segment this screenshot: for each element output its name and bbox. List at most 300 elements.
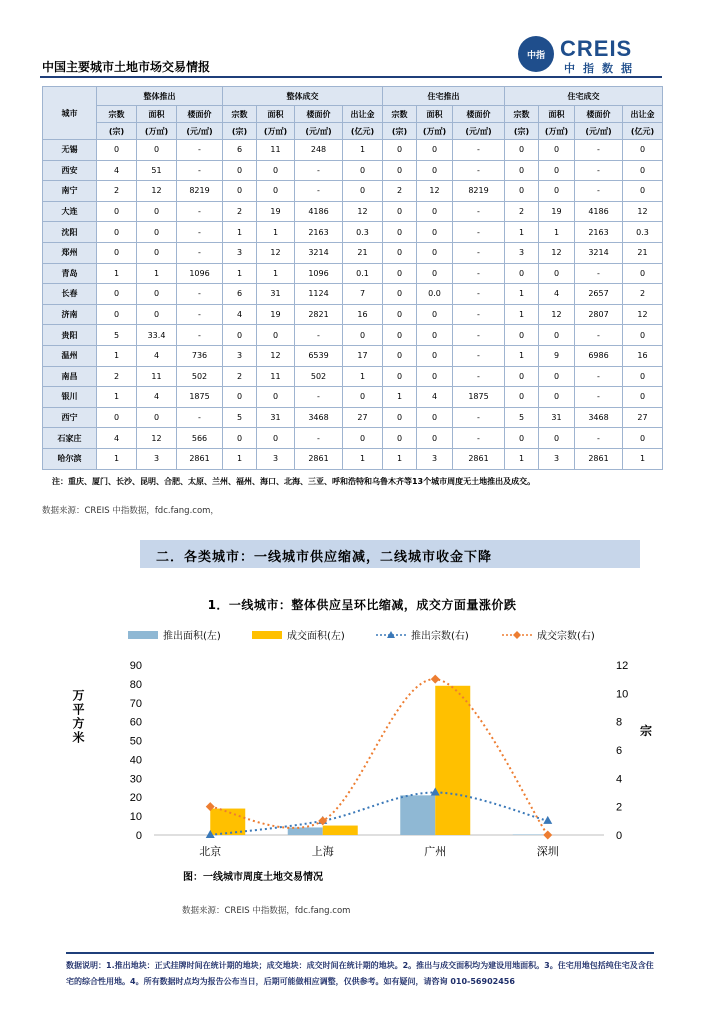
table-cell: 33.4 [137,325,177,346]
column-header: 楼面价 [295,106,343,123]
table-cell: - [177,222,223,243]
table-cell: 0 [223,160,257,181]
table-cell: 0 [505,160,539,181]
table-cell: 0 [505,325,539,346]
table-cell: 0 [383,201,417,222]
column-unit: (元/㎡) [453,123,505,140]
table-cell: - [453,304,505,325]
column-unit: (万㎡) [539,123,575,140]
legend-label: 成交面积(左) [287,631,345,642]
table-cell: 0 [257,181,295,202]
table-cell: 0 [383,140,417,161]
table-cell: 2 [97,181,137,202]
footer-divider [66,952,654,954]
table-cell: 7 [343,284,383,305]
table-cell: - [453,201,505,222]
table-cell: - [575,428,623,449]
table-cell: 0 [137,284,177,305]
table-cell: 6986 [575,345,623,366]
table-cell: 3468 [295,407,343,428]
table-cell: 0 [383,428,417,449]
table-cell: - [295,387,343,408]
table-cell: 0 [417,222,453,243]
footer-notes: 数据说明：1.推出地块：正式挂牌时间在统计期的地块；成交地块：成交时间在统计期的地块。2。推出与成交面积均为建设用地面积。3。住宅用地包括纯住宅及含住宅的综合性用地。4。所有数据时点均为报告公布当日，后期可能做相应调整，仅供参考。如有疑问，请咨询 010-56902456 [66,961,654,986]
column-unit: (元/㎡) [177,123,223,140]
table-cell: 0 [505,428,539,449]
city-cell: 沈阳 [43,222,97,243]
city-cell: 贵阳 [43,325,97,346]
group-header: 整体推出 [97,87,223,106]
table-cell: 0 [383,304,417,325]
table-cell: 0 [417,407,453,428]
table-cell: 3 [223,345,257,366]
city-cell: 无锡 [43,140,97,161]
table-cell: 31 [539,407,575,428]
table-cell: 2 [383,181,417,202]
table-cell: 1 [539,222,575,243]
chart-source: 数据来源：CREIS 中指数据，fdc.fang.com [182,906,351,916]
column-header: 宗数 [505,106,539,123]
table-cell: 6 [223,284,257,305]
table-cell: 0 [505,263,539,284]
column-unit: (万㎡) [417,123,453,140]
table-cell: 2163 [575,222,623,243]
header-divider [40,76,662,78]
table-cell: 0.3 [343,222,383,243]
legend-swatch [252,631,282,639]
table-cell: - [177,140,223,161]
table-cell: - [177,284,223,305]
table-cell: 0 [97,242,137,263]
group-header: 住宅成交 [505,87,663,106]
legend-item-launch-count [376,627,469,642]
bar-广州-1 [435,686,470,835]
column-unit: (万㎡) [137,123,177,140]
column-unit: (万㎡) [257,123,295,140]
table-cell: 2 [623,284,663,305]
table-cell: 0 [539,325,575,346]
table-cell: 1 [343,140,383,161]
table-cell: 11 [257,366,295,387]
legend-label: 推出面积(左) [163,631,221,642]
table-cell: 0.0 [417,284,453,305]
table-row [43,140,663,161]
table-cell: 4 [539,284,575,305]
column-unit: (元/㎡) [295,123,343,140]
table-cell: 4 [97,160,137,181]
logo-subtext: 中指数据 [564,62,640,75]
table-cell: - [453,428,505,449]
table-cell: 4 [137,387,177,408]
table-cell: 0 [343,428,383,449]
table-cell: 2807 [575,304,623,325]
table-cell: 0 [539,428,575,449]
y-tick-label: 80 [129,678,142,691]
table-cell: 1 [97,345,137,366]
table-cell: 1124 [295,284,343,305]
column-unit: (宗) [97,123,137,140]
table-cell: 1 [223,222,257,243]
table-cell: 0 [417,325,453,346]
table-cell: 1 [223,263,257,284]
table-row [43,304,663,325]
table-cell: 12 [539,304,575,325]
table-cell: 3 [223,242,257,263]
table-cell: 0 [257,325,295,346]
x-tick-label: 广州 [424,845,447,858]
column-header: 面积 [137,106,177,123]
group-header: 住宅推出 [383,87,505,106]
table-cell: 0 [623,428,663,449]
legend-item-deal-count [502,627,595,642]
city-cell: 银川 [43,387,97,408]
table-cell: 16 [343,304,383,325]
table-row [43,222,663,243]
table-cell: 0 [623,140,663,161]
table-cell: 1 [623,448,663,469]
table-cell: 1 [505,345,539,366]
city-cell: 石家庄 [43,428,97,449]
y-tick-label: 60 [129,716,142,729]
chart-caption: 图：一线城市周度土地交易情况 [183,872,323,883]
table-cell: 1 [223,448,257,469]
column-unit: (亿元) [343,123,383,140]
launch-count-point [543,816,552,824]
table-cell: 0 [383,284,417,305]
table-cell: 5 [505,407,539,428]
city-cell: 温州 [43,345,97,366]
city-cell: 西安 [43,160,97,181]
table-cell: - [453,407,505,428]
bar-深圳-0 [513,834,548,835]
x-tick-label: 深圳 [536,845,559,858]
table-cell: 0 [97,284,137,305]
table-cell: 12 [417,181,453,202]
table-cell: 1 [343,366,383,387]
legend-label: 成交宗数(右) [537,631,595,642]
table-cell: - [575,181,623,202]
table-cell: 4186 [575,201,623,222]
column-header: 面积 [417,106,453,123]
table-cell: 12 [137,428,177,449]
table-cell: 0 [623,160,663,181]
table-cell: 1 [137,263,177,284]
table-cell: - [295,325,343,346]
table-cell: 2 [97,366,137,387]
table-cell: 1 [97,387,137,408]
table-cell: - [295,181,343,202]
city-cell: 南宁 [43,181,97,202]
table-row [43,263,663,284]
table-cell: 3 [539,448,575,469]
table-row [43,407,663,428]
table-cell: 0 [343,181,383,202]
y-axis-title: 万平方米 [71,689,85,745]
table-cell: 4 [417,387,453,408]
table-cell: 12 [257,242,295,263]
table-cell: 0 [417,345,453,366]
table-cell: 8219 [177,181,223,202]
legend-line-diamond-icon [502,630,532,640]
y2-axis-title: 宗 [639,724,653,738]
table-cell: 2 [505,201,539,222]
table-cell: 5 [97,325,137,346]
table-cell: - [295,428,343,449]
table-cell: - [575,160,623,181]
table-cell: 12 [623,201,663,222]
table-cell: 2861 [177,448,223,469]
y-tick-label: 90 [129,660,142,672]
table-source: 数据来源：CREIS 中指数据，fdc.fang.com， [42,506,219,516]
table-cell: 248 [295,140,343,161]
y2-tick-label: 12 [616,660,629,672]
table-row [43,448,663,469]
table-cell: 3214 [575,242,623,263]
column-unit: (元/㎡) [575,123,623,140]
column-header: 面积 [539,106,575,123]
column-header: 出让金 [623,106,663,123]
legend-item-deal-area [252,627,345,642]
city-cell: 西宁 [43,407,97,428]
y-tick-label: 40 [129,754,142,767]
table-cell: 2657 [575,284,623,305]
table-cell: 1875 [453,387,505,408]
city-cell: 大连 [43,201,97,222]
table-row [43,345,663,366]
table-cell: 17 [343,345,383,366]
table-cell: 4186 [295,201,343,222]
table-cell: 21 [623,242,663,263]
table-cell: 1096 [177,263,223,284]
report-title: 中国主要城市土地市场交易情报 [42,60,211,74]
table-cell: 0 [623,387,663,408]
table-cell: - [453,140,505,161]
table-cell: 0 [383,160,417,181]
city-cell: 哈尔滨 [43,448,97,469]
y-tick-label: 0 [135,830,142,842]
table-cell: 0 [505,181,539,202]
table-cell: - [453,263,505,284]
table-cell: 0 [137,222,177,243]
table-cell: 12 [137,181,177,202]
table-cell: - [177,160,223,181]
table-cell: 0 [223,428,257,449]
table-cell: 1 [257,222,295,243]
table-row [43,284,663,305]
legend-line-triangle-icon [376,630,406,640]
table-cell: 51 [137,160,177,181]
x-tick-label: 北京 [199,845,222,858]
table-cell: 0 [417,242,453,263]
table-cell: 0 [257,387,295,408]
table-cell: 4 [223,304,257,325]
table-cell: - [575,387,623,408]
city-cell: 南昌 [43,366,97,387]
table-cell: 502 [177,366,223,387]
table-cell: 0 [623,181,663,202]
table-cell: 0 [383,222,417,243]
table-cell: 3214 [295,242,343,263]
table-cell: 0 [505,140,539,161]
table-cell: - [575,366,623,387]
table-cell: 0 [417,428,453,449]
table-cell: 6539 [295,345,343,366]
table-cell: - [453,242,505,263]
table-note: 注：重庆、厦门、长沙、昆明、合肥、太原、兰州、福州、海口、北海、三亚、呼和浩特和乌鲁木齐等13个城市周度无土地推出及成交。 [52,477,536,486]
table-cell: 1 [343,448,383,469]
table-cell: 0 [623,325,663,346]
table-cell: 0 [539,263,575,284]
table-row [43,428,663,449]
y2-tick-label: 4 [616,773,623,786]
table-cell: 12 [623,304,663,325]
table-cell: 2861 [575,448,623,469]
table-cell: 3 [505,242,539,263]
table-cell: 0 [539,181,575,202]
table-cell: - [453,284,505,305]
table-cell: - [177,407,223,428]
column-header: 楼面价 [575,106,623,123]
group-header: 整体成交 [223,87,383,106]
table-cell: 1 [97,448,137,469]
y2-tick-label: 0 [616,830,623,842]
table-cell: 21 [343,242,383,263]
column-unit: (宗) [505,123,539,140]
table-cell: 0.3 [623,222,663,243]
logo-text: CREIS [560,36,633,61]
city-cell: 青岛 [43,263,97,284]
y-tick-label: 10 [129,811,142,824]
table-cell: 0 [137,201,177,222]
table-row [43,387,663,408]
table-cell: 12 [539,242,575,263]
table-cell: 0 [223,181,257,202]
city-cell: 济南 [43,304,97,325]
table-cell: 2 [223,366,257,387]
land-transaction-table [42,86,663,470]
table-cell: 0 [97,304,137,325]
series-line-0 [210,793,548,836]
table-cell: 0 [137,242,177,263]
table-cell: - [453,345,505,366]
table-cell: 9 [539,345,575,366]
table-row [43,181,663,202]
table-cell: 736 [177,345,223,366]
y-tick-label: 20 [129,792,142,805]
table-cell: 0 [383,345,417,366]
table-cell: 0 [623,366,663,387]
table-cell: 11 [257,140,295,161]
city-cell: 长春 [43,284,97,305]
table-cell: 11 [137,366,177,387]
table-cell: 0 [505,387,539,408]
y-tick-label: 50 [129,735,142,748]
y-tick-label: 30 [129,773,142,786]
deal-count-point [543,831,552,840]
table-cell: 0 [223,387,257,408]
table-cell: - [177,242,223,263]
table-row [43,242,663,263]
y2-tick-label: 8 [616,716,623,729]
logo-mark-icon: 中指 [518,36,554,72]
table-cell: 12 [257,345,295,366]
column-header: 楼面价 [177,106,223,123]
table-cell: - [575,325,623,346]
bar-广州-0 [400,795,435,835]
table-cell: 0 [137,304,177,325]
y2-tick-label: 6 [616,745,623,757]
y-tick-label: 70 [129,697,142,710]
table-cell: 1 [505,304,539,325]
table-cell: 1 [383,387,417,408]
table-cell: 3468 [575,407,623,428]
table-cell: 1 [505,448,539,469]
column-header: 宗数 [97,106,137,123]
table-cell: 3 [417,448,453,469]
table-cell: 16 [623,345,663,366]
table-cell: 0 [539,366,575,387]
y2-tick-label: 10 [616,688,629,701]
legend-item-launch-area [128,627,221,642]
series-line-1 [210,679,548,835]
table-cell: 0 [97,140,137,161]
table-cell: 0 [343,160,383,181]
table-cell: 0 [343,387,383,408]
table-cell: - [177,201,223,222]
table-cell: 27 [623,407,663,428]
table-cell: 8219 [453,181,505,202]
table-cell: 0.1 [343,263,383,284]
table-cell: - [177,325,223,346]
table-cell: 0 [137,140,177,161]
table-cell: 0 [417,304,453,325]
table-cell: 0 [623,263,663,284]
column-header: 面积 [257,106,295,123]
y2-tick-label: 2 [616,801,623,814]
table-cell: 0 [417,140,453,161]
legend-label: 推出宗数(右) [411,631,469,642]
table-cell: 0 [417,366,453,387]
table-cell: 1875 [177,387,223,408]
column-unit: (亿元) [623,123,663,140]
table-cell: 0 [539,140,575,161]
table-cell: 19 [257,304,295,325]
table-cell: 1 [505,222,539,243]
x-tick-label: 上海 [311,845,334,858]
table-cell: 3 [137,448,177,469]
column-header: 宗数 [383,106,417,123]
table-row [43,160,663,181]
table-cell: 1 [257,263,295,284]
table-cell: 2821 [295,304,343,325]
table-cell: 0 [417,201,453,222]
table-cell: 1096 [295,263,343,284]
table-cell: - [575,140,623,161]
table-cell: 0 [539,387,575,408]
table-cell: - [453,222,505,243]
column-header: 出让金 [343,106,383,123]
table-cell: 4 [137,345,177,366]
table-cell: 12 [343,201,383,222]
table-cell: 0 [417,263,453,284]
table-cell: 0 [223,325,257,346]
table-cell: 0 [539,160,575,181]
city-header: 城市 [43,87,97,140]
table-cell: 31 [257,407,295,428]
bar-上海-1 [323,826,358,835]
table-cell: - [177,304,223,325]
table-cell: 2 [223,201,257,222]
